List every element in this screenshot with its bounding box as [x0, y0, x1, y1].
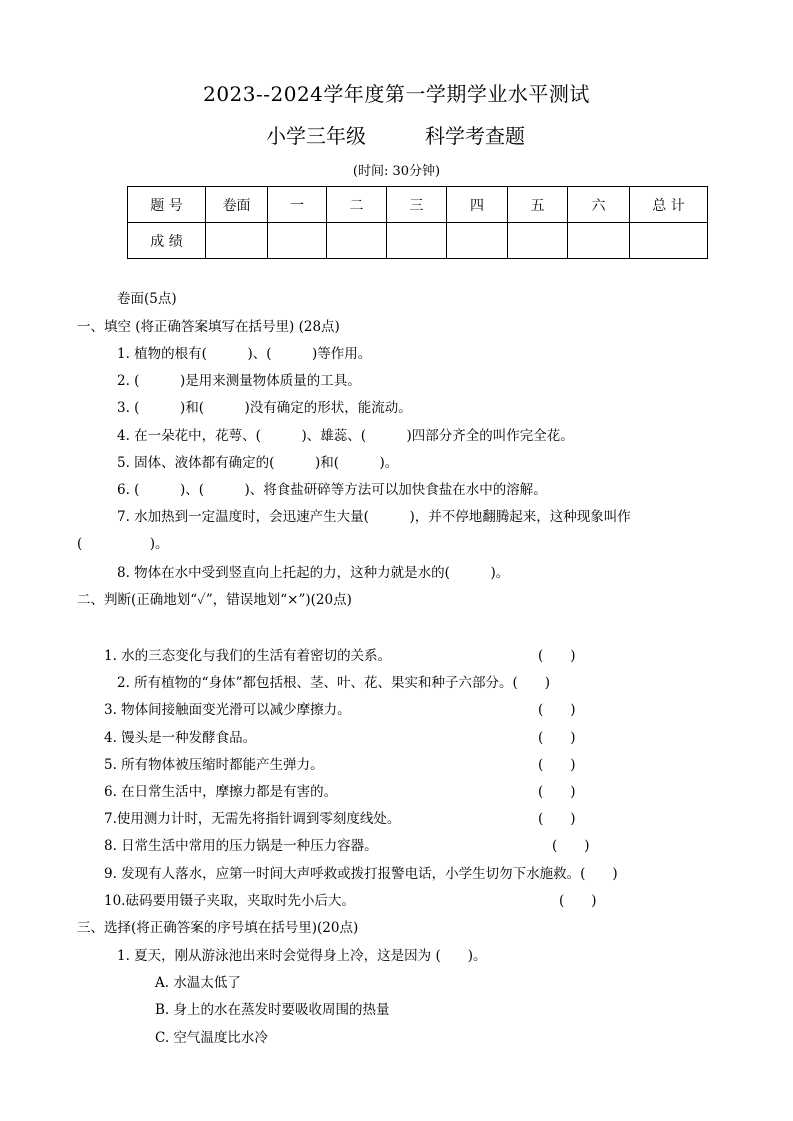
fill-item: 5. 固体、液体都有确定的( )和( )。: [117, 455, 399, 471]
choice-option-b[interactable]: B. 身上的水在蒸发时要吸收周围的热量: [155, 1002, 390, 1018]
exam-time: (时间: 30分钟): [352, 164, 441, 179]
judge-item: 4. 馒头是一种发酵食品。: [104, 730, 257, 746]
score-cell[interactable]: [630, 223, 708, 259]
score-cell[interactable]: [206, 223, 268, 259]
score-header-cell: 三: [387, 187, 447, 223]
score-cell[interactable]: [268, 223, 327, 259]
fill-item: 1. 植物的根有( )、( )等作用。: [117, 346, 372, 362]
score-cell[interactable]: [508, 223, 568, 259]
fill-item: 8. 物体在水中受到竖直向上托起的力，这种力就是水的( )。: [117, 565, 510, 581]
score-header-cell: 卷面: [206, 187, 268, 223]
answer-parentheses[interactable]: ( ): [538, 648, 576, 664]
score-header-cell: 总 计: [630, 187, 708, 223]
fill-item: ( )。: [77, 536, 169, 552]
answer-parentheses[interactable]: ( ): [538, 784, 576, 800]
score-cell[interactable]: [387, 223, 447, 259]
fill-item: 6. ( )、( )、将食盐研碎等方法可以加快食盐在水中的溶解。: [117, 482, 547, 498]
choice-option-a[interactable]: A. 水温太低了: [155, 975, 241, 991]
subject-label: 科学考查题: [425, 124, 525, 148]
judge-item: 10.砝码要用镊子夹取，夹取时先小后大。: [104, 893, 355, 909]
score-header-cell: 五: [508, 187, 568, 223]
judge-item: 5. 所有物体被压缩时都能产生弹力。: [104, 757, 324, 773]
judge-item: 9. 发现有人落水，应第一时间大声呼救或拨打报警电话，小学生切勿下水施救。( ): [104, 866, 618, 882]
section-fill-heading: 一、填空 (将正确答案填写在括号里) (28点): [77, 319, 340, 335]
score-table-header-row: [128, 187, 708, 223]
judge-item: 1. 水的三态变化与我们的生活有着密切的关系。: [104, 648, 392, 664]
fill-item: 4. 在一朵花中，花萼、( )、雄蕊、( )四部分齐全的叫作完全花。: [117, 428, 574, 444]
judge-item: 7.使用测力计时，无需先将指针调到零刻度线处。: [104, 811, 401, 827]
score-cell[interactable]: [447, 223, 508, 259]
fill-item: 7. 水加热到一定温度时，会迅速产生大量( )，并不停地翻腾起来，这种现象叫作: [117, 509, 631, 525]
fill-item: 3. ( )和( )没有确定的形状，能流动。: [117, 400, 412, 416]
fill-item: 2. ( )是用来测量物体质量的工具。: [117, 373, 361, 389]
choice-option-c[interactable]: C. 空气温度比水冷: [155, 1030, 268, 1046]
judge-item: 6. 在日常生活中，摩擦力都是有害的。: [104, 784, 338, 800]
section-choice-heading: 三、选择(将正确答案的序号填在括号里)(20点): [77, 920, 359, 936]
score-header-cell: 二: [327, 187, 387, 223]
score-header-cell: 六: [568, 187, 630, 223]
section-judge-heading: 二、判断(正确地划“✓”，错误地划“×”)(20点): [77, 592, 352, 608]
answer-parentheses[interactable]: ( ): [538, 811, 576, 827]
answer-parentheses[interactable]: ( ): [538, 730, 576, 746]
judge-item: 8. 日常生活中常用的压力锅是一种压力容器。: [104, 838, 378, 854]
judge-item: 2. 所有植物的“身体”都包括根、茎、叶、花、果实和种子六部分。( ): [117, 675, 551, 691]
score-row-label: 成 绩: [128, 223, 206, 259]
score-header-cell: 四: [447, 187, 508, 223]
score-cell[interactable]: [327, 223, 387, 259]
answer-parentheses[interactable]: ( ): [552, 838, 590, 854]
score-table: [127, 186, 708, 259]
score-cell[interactable]: [568, 223, 630, 259]
answer-parentheses[interactable]: ( ): [559, 893, 597, 909]
score-table-score-row: [128, 223, 708, 259]
grade-label: 小学三年级: [266, 124, 366, 148]
judge-item: 3. 物体间接触面变光滑可以减少摩擦力。: [104, 702, 351, 718]
exam-title: 2023--2024学年度第一学期学业水平测试: [203, 82, 590, 106]
answer-parentheses[interactable]: ( ): [538, 702, 576, 718]
score-header-cell: 一: [268, 187, 327, 223]
neatness-label: 卷面(5点): [117, 291, 177, 307]
answer-parentheses[interactable]: ( ): [538, 757, 576, 773]
score-header-cell: 题 号: [128, 187, 206, 223]
choice-question: 1. 夏天，刚从游泳池出来时会觉得身上冷，这是因为 ( )。: [117, 948, 487, 964]
